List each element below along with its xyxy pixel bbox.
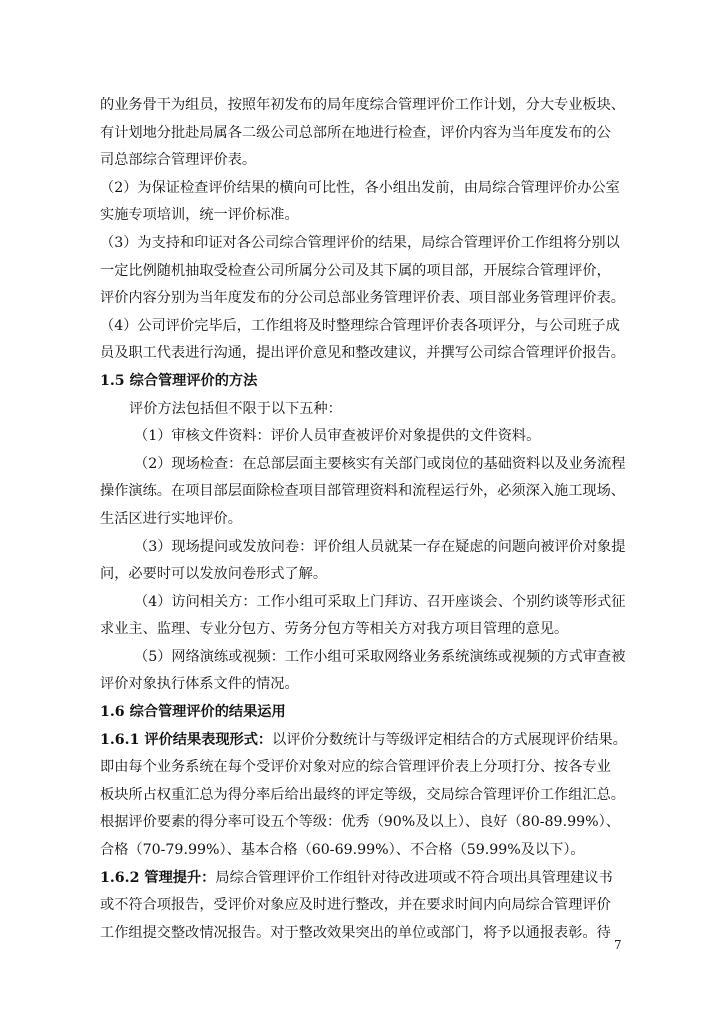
- text-line: 或不符合项报告，受评价对象应及时进行整改，并在要求时间内向局综合管理评价: [100, 897, 611, 914]
- method-3: [100, 534, 628, 589]
- subsection-1-6-2: [100, 865, 628, 948]
- text-line: 生活区进行实地评价。: [100, 510, 242, 527]
- subsection-label: 1.6.2 管理提升：: [100, 869, 216, 886]
- paragraph-inspection-scope: [100, 92, 628, 175]
- text-line: 一定比例随机抽取受检查公司所属分公司及其下属的项目部，开展综合管理评价，: [100, 262, 611, 279]
- text-line: [100, 865, 628, 893]
- text-line: （3）现场提问或发放问卷：评价组人员就某一存在疑虑的问题向被评价对象提: [134, 538, 626, 555]
- text-line: 根据评价要素的得分率可设五个等级：优秀（90%及以上）、良好（80-89.99%）、: [100, 814, 620, 831]
- text-line: 求业主、监理、专业分包方、劳务分包方等相关方对我方项目管理的意见。: [100, 621, 569, 638]
- text-line: （2）现场检查：在总部层面主要核实有关部门或岗位的基础资料以及业务流程: [134, 455, 626, 472]
- text-line: （5）网络演练或视频：工作小组可采取网络业务系统演练或视频的方式审查被: [134, 648, 626, 665]
- text-line: 员及职工代表进行沟通，提出评价意见和整改建议，并撰写公司综合管理评价报告。: [100, 345, 625, 362]
- text-line: 有计划地分批赴局属各二级公司总部所在地进行检查，评价内容为当年度发布的公: [100, 124, 611, 141]
- text-line: 即由每个业务系统在每个受评价对象对应的综合管理评价表上分项打分、按各专业: [100, 759, 611, 776]
- text-line: （4）访问相关方：工作小组可采取上门拜访、召开座谈会、个别约谈等形式征: [134, 593, 626, 610]
- text-line: （1）审核文件资料：评价人员审查被评价对象提供的文件资料。: [134, 428, 541, 445]
- subsection-1-6-1: [100, 727, 628, 865]
- methods-intro: 评价方法包括但不限于以下五种：: [129, 400, 342, 417]
- text-line: [100, 727, 628, 755]
- paragraph-training: [100, 175, 628, 230]
- method-1: [100, 423, 628, 451]
- method-4: [100, 589, 628, 644]
- paragraph-report: [100, 313, 628, 368]
- page-body: [100, 92, 628, 947]
- method-2: [100, 451, 628, 534]
- section-heading-1-6: 1.6 综合管理评价的结果运用: [100, 704, 286, 721]
- text-line: 板块所占权重汇总为得分率后给出最终的评定等级，交局综合管理评价工作组汇总。: [100, 786, 625, 803]
- text-line: 评价内容分别为当年度发布的分公司总部业务管理评价表、项目部业务管理评价表。: [100, 290, 625, 307]
- text-line: 操作演练。在项目部层面除检查项目部管理资料和流程运行外，必须深入施工现场、: [100, 483, 625, 500]
- text-line: 工作组提交整改情况报告。对于整改效果突出的单位或部门，将予以通报表彰。待: [100, 924, 611, 941]
- text-line: 的业务骨干为组员，按照年初发布的局年度综合管理评价工作计划，分大专业板块、: [100, 97, 625, 113]
- text-line: （4）公司评价完毕后，工作组将及时整理综合管理评价表各项评分，与公司班子成: [100, 317, 620, 334]
- text-line: 司总部综合管理评价表。: [100, 152, 257, 169]
- subsection-text: 以评价分数统计与等级评定相结合的方式展现评价结果。: [272, 731, 627, 748]
- method-5: [100, 644, 628, 699]
- text-line: 合格（70-79.99%）、基本合格（60-69.99%）、不合格（59.99%及以下）。: [100, 842, 585, 859]
- subsection-text: 局综合管理评价工作组针对待改进项或不符合项出具管理建议书: [215, 869, 613, 886]
- text-line: 评价对象执行体系文件的情况。: [100, 676, 299, 693]
- text-line: 问，必要时可以发放问卷形式了解。: [100, 566, 328, 583]
- text-line: 实施专项培训，统一评价标准。: [100, 207, 299, 224]
- text-line: （3）为支持和印证对各公司综合管理评价的结果，局综合管理评价工作组将分别以: [100, 234, 620, 251]
- section-heading-1-5: 1.5 综合管理评价的方法: [100, 372, 258, 389]
- page-number: 7: [614, 938, 622, 952]
- text-line: （2）为保证检查评价结果的横向可比性，各小组出发前，由局综合管理评价办公室: [100, 179, 620, 196]
- paragraph-sampling: [100, 230, 628, 313]
- subsection-label: 1.6.1 评价结果表现形式：: [100, 731, 273, 748]
